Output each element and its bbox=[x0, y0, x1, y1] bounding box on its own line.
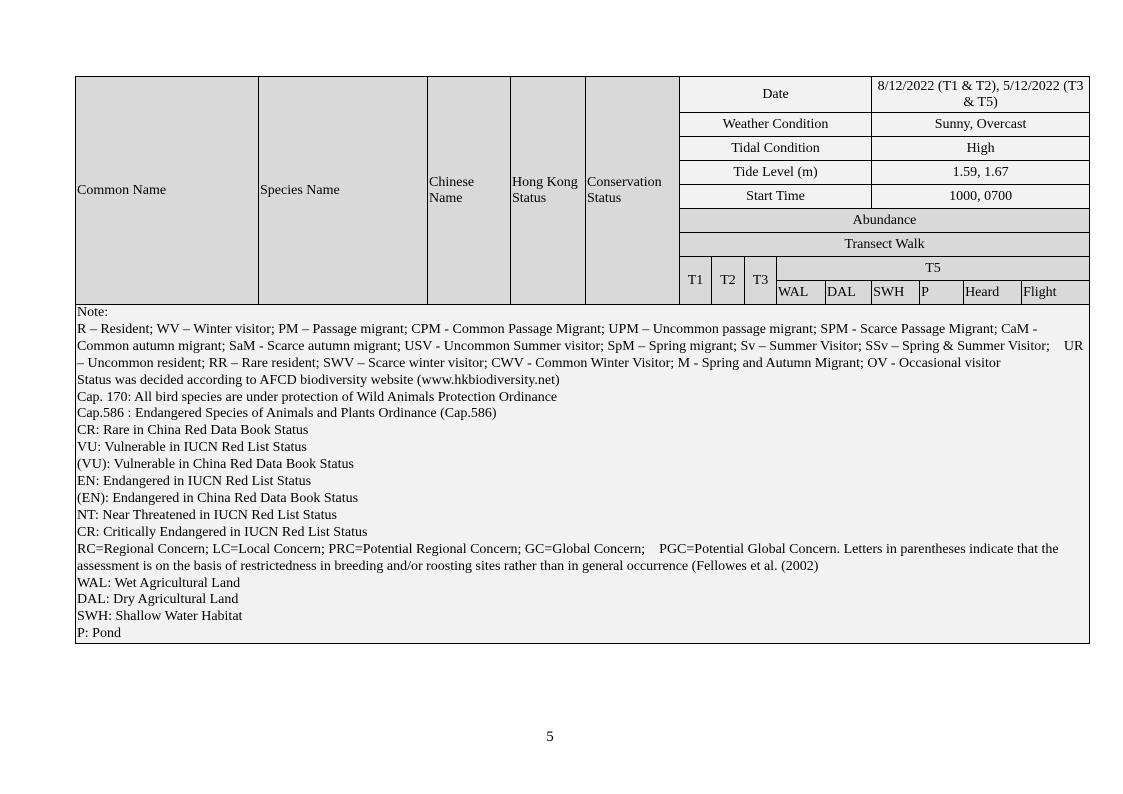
note-line: NT: Near Threatened in IUCN Red List Status bbox=[77, 507, 337, 523]
header-hk-status: Hong Kong Status bbox=[511, 77, 586, 305]
abundance-header: Abundance bbox=[680, 209, 1090, 233]
header-species-name: Species Name bbox=[259, 77, 428, 305]
note-line: WAL: Wet Agricultural Land bbox=[77, 575, 241, 591]
start-time-value: 1000, 0700 bbox=[872, 185, 1090, 209]
note-line: CR: Rare in China Red Data Book Status bbox=[77, 423, 309, 439]
note-line: Cap. 170: All bird species are under protection of Wild Animals Protection Ordinance bbox=[77, 389, 558, 405]
header-t3: T3 bbox=[745, 257, 777, 305]
weather-value: Sunny, Overcast bbox=[872, 113, 1090, 137]
tidal-condition-value: High bbox=[872, 137, 1090, 161]
header-t5-flight: Flight bbox=[1022, 281, 1090, 305]
note-line: Status was decided according to AFCD biodiversity website (www.hkbiodiversity.net) bbox=[77, 372, 560, 388]
note-line: DAL: Dry Agricultural Land bbox=[77, 592, 239, 608]
notes-cell bbox=[76, 305, 1090, 644]
header-t5-heard: Heard bbox=[964, 281, 1022, 305]
header-conservation-status: Conservation Status bbox=[586, 77, 680, 305]
header-chinese-name: Chinese Name bbox=[428, 77, 511, 305]
date-label: Date bbox=[680, 77, 872, 113]
note-line: EN: Endangered in IUCN Red List Status bbox=[77, 474, 312, 490]
note-line: (VU): Vulnerable in China Red Data Book Status bbox=[77, 457, 354, 473]
start-time-label: Start Time bbox=[680, 185, 872, 209]
header-t5: T5 bbox=[777, 257, 1090, 281]
header-t5-p: P bbox=[920, 281, 964, 305]
date-value: 8/12/2022 (T1 & T2), 5/12/2022 (T3 & T5) bbox=[872, 77, 1090, 113]
page-number: 5 bbox=[546, 729, 554, 745]
notes-title: Note: bbox=[77, 305, 109, 320]
note-line: SWH: Shallow Water Habitat bbox=[77, 609, 243, 625]
tide-level-label: Tide Level (m) bbox=[680, 161, 872, 185]
header-common-name: Common Name bbox=[76, 77, 259, 305]
header-t1: T1 bbox=[680, 257, 712, 305]
header-t5-wal: WAL bbox=[777, 281, 826, 305]
note-line: VU: Vulnerable in IUCN Red List Status bbox=[77, 440, 307, 456]
header-t5-dal: DAL bbox=[826, 281, 872, 305]
tidal-condition-label: Tidal Condition bbox=[680, 137, 872, 161]
note-line: (EN): Endangered in China Red Data Book Status bbox=[77, 490, 359, 506]
note-line: Cap.586 : Endangered Species of Animals and Plants Ordinance (Cap.586) bbox=[77, 406, 497, 422]
tide-level-value: 1.59, 1.67 bbox=[872, 161, 1090, 185]
note-line: P: Pond bbox=[77, 626, 121, 642]
bird-survey-table bbox=[75, 76, 1090, 644]
notes-status-codes: R – Resident; WV – Winter visitor; PM – Passage migrant; CPM - Common Passage Migrant; UPM – Uncommon passage migrant; SPM - Scarce Passage Migrant; CaM - Common autumn migrant; SaM - Scarce autumn migrant; USV - Uncommon Summer visitor; SpM – Spring migrant; Sv – Summer Visitor; SSv – Spring & Summer Visitor; UR – Uncommon resident; RR – Rare resident; SWV – Scarce winter visitor; CWV - Common Winter Visitor; M - Spring and Autumn Migrant; OV - Occasional visitor bbox=[77, 321, 1084, 371]
transect-walk-header: Transect Walk bbox=[680, 233, 1090, 257]
note-line: RC=Regional Concern; LC=Local Concern; PRC=Potential Regional Concern; GC=Global Concern; PGC=Potential Global Concern. Letters in parentheses indicate that the assessment is on the basis of restrictedness in breeding and/or roosting sites rather than in general occurrence (Fellowes et al. (2002) bbox=[77, 541, 1059, 574]
weather-label: Weather Condition bbox=[680, 113, 872, 137]
note-line: CR: Critically Endangered in IUCN Red List Status bbox=[77, 524, 368, 540]
header-t2: T2 bbox=[712, 257, 745, 305]
header-t5-swh: SWH bbox=[872, 281, 920, 305]
